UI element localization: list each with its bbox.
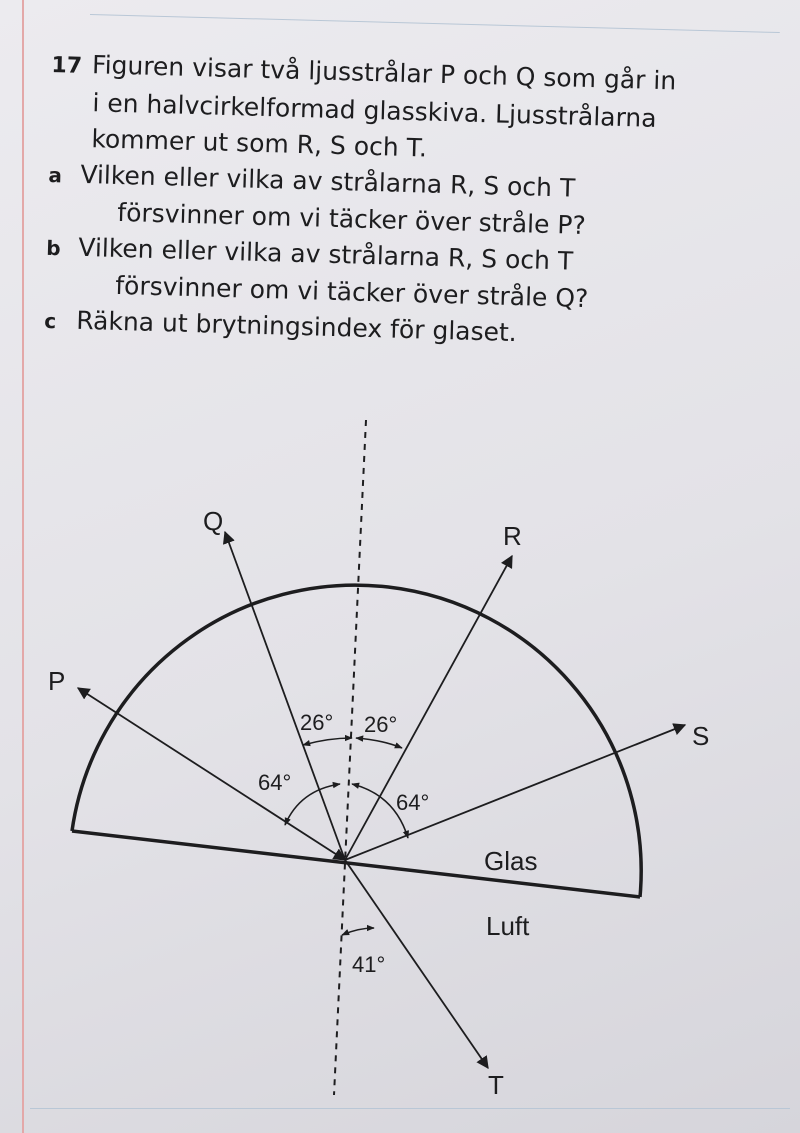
label-p: P — [48, 666, 66, 696]
angle-arc-q — [303, 738, 352, 745]
medium-label-air: Luft — [486, 911, 530, 941]
part-a-line-1: a Vilken eller vilka av strålarna R, S och T — [48, 156, 779, 213]
problem-intro-line-3: kommer ut som R, S och T. — [91, 124, 428, 163]
angle-arc-p — [285, 784, 340, 825]
angle-label-s: 64° — [396, 790, 430, 815]
part-c-letter: c — [43, 308, 57, 334]
glass-semicircle — [72, 585, 641, 897]
angle-label-q: 26° — [300, 710, 334, 735]
problem-number: 17 — [51, 52, 83, 79]
ray-q — [225, 532, 345, 860]
angle-label-r: 26° — [364, 712, 398, 737]
label-q: Q — [203, 506, 224, 536]
label-r: R — [503, 521, 522, 551]
part-b-letter: b — [46, 235, 62, 261]
medium-label-glass: Glas — [484, 846, 538, 876]
part-b-line-1: b Vilken eller vilka av strålarna R, S och T — [46, 229, 777, 286]
angle-arc-r — [356, 738, 402, 748]
angle-arc-t — [342, 928, 374, 935]
part-a-letter: a — [48, 162, 63, 188]
label-s: S — [692, 721, 710, 751]
label-t: T — [488, 1070, 504, 1100]
part-c-line-1: c Räkna ut brytningsindex för glaset. — [44, 302, 775, 359]
angle-label-t: 41° — [352, 952, 386, 977]
problem-intro-line-1: 17 Figuren visar två ljusstrålar P och Q som går in — [51, 50, 677, 96]
angle-label-p: 64° — [258, 770, 292, 795]
normal-line — [334, 420, 366, 1095]
part-a-line-2: försvinner om vi täcker över stråle P? — [116, 197, 587, 240]
part-b-line-2: försvinner om vi täcker över stråle Q? — [114, 270, 589, 314]
problem-intro-line-2: i en halvcirkelformad glasskiva. Ljusstrålarna — [92, 88, 657, 133]
